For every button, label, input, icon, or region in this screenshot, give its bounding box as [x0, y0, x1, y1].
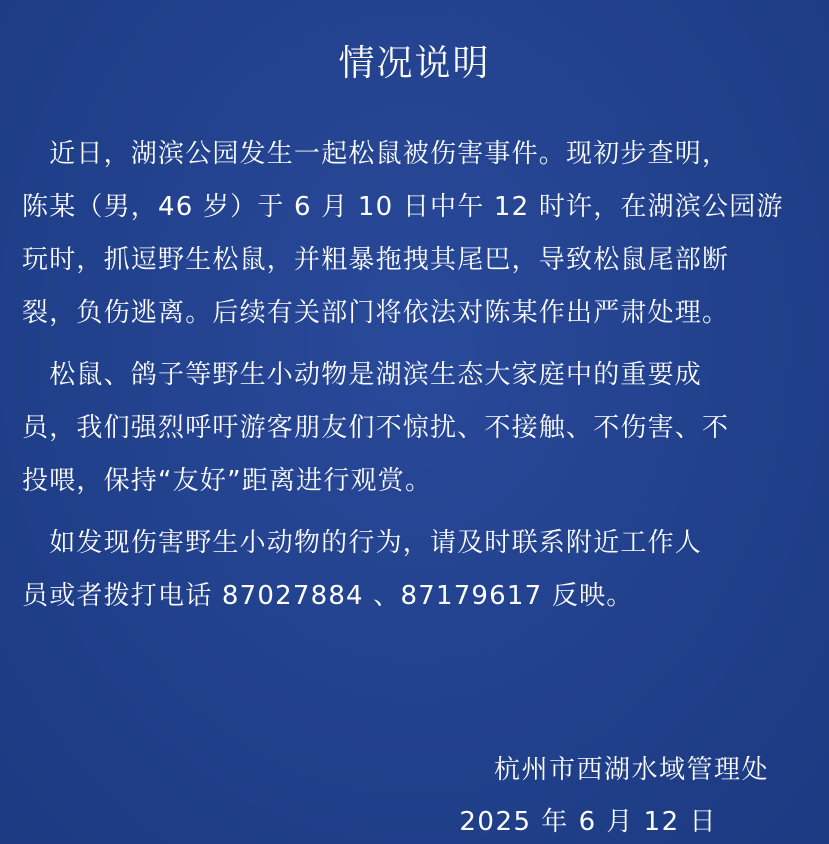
paragraph-line: 松鼠、鸽子等野生小动物是湖滨生态大家庭中的重要成 — [22, 360, 703, 390]
paragraph-line: 陈某（男，46 岁）于 6 月 10 日中午 12 时许，在湖滨公园游 — [22, 192, 784, 222]
paragraph-line: 裂，负伤逃离。后续有关部门将依法对陈某作出严肃处理。 — [22, 298, 730, 328]
paragraph-line: 如发现伤害野生小动物的行为，请及时联系附近工作人 — [22, 528, 703, 558]
document-title: 情况说明 — [338, 43, 491, 84]
issue-date: 2025 年 6 月 12 日 — [459, 807, 717, 837]
paragraph-contact — [22, 517, 812, 623]
paragraph-line: 员或者拨打电话 87027884 、87179617 反映。 — [22, 581, 634, 611]
paragraph-incident — [22, 128, 812, 340]
paragraph-line: 近日，湖滨公园发生一起松鼠被伤害事件。现初步查明， — [22, 139, 730, 169]
paragraph-line: 玩时，抓逗野生松鼠，并粗暴拖拽其尾巴，导致松鼠尾部断 — [22, 245, 730, 275]
paragraph-line: 员，我们强烈呼吁游客朋友们不惊扰、不接触、不伤害、不 — [22, 413, 730, 443]
paragraph-line: 投喂，保持“友好”距离进行观赏。 — [22, 466, 433, 496]
issuer-name: 杭州市西湖水域管理处 — [493, 755, 769, 785]
paragraph-appeal — [22, 349, 812, 508]
